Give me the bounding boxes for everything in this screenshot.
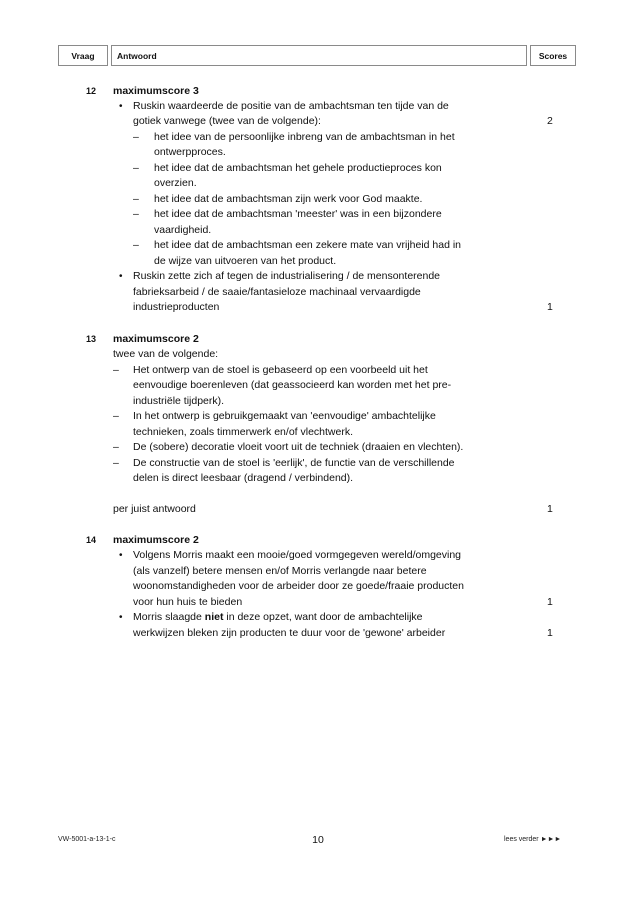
dash-icon: – bbox=[133, 208, 139, 220]
question-title: maximumscore 2 bbox=[113, 534, 199, 546]
question-number: 13 bbox=[86, 334, 97, 344]
dash-icon: – bbox=[113, 441, 119, 453]
dash-icon: – bbox=[113, 457, 119, 469]
question-title: maximumscore 2 bbox=[113, 333, 199, 345]
bullet-icon: • bbox=[119, 612, 123, 623]
answer-line: Ruskin zette zich af tegen de industrialisering / de mensonterende bbox=[133, 270, 441, 282]
answer-line: werkwijzen bleken zijn producten te duur voor de 'gewone' arbeider bbox=[133, 627, 446, 639]
score-value: 1 bbox=[547, 596, 553, 608]
sub-item-line: het idee dat de ambachtsman zijn werk voor God maakte. bbox=[154, 193, 423, 205]
answer-line: Volgens Morris maakt een mooie/goed vormgegeven wereld/omgeving bbox=[133, 549, 462, 561]
answer-line: (als vanzelf) betere mensen en/of Morris verlangde naar betere bbox=[133, 565, 427, 577]
header-vraag bbox=[58, 45, 108, 66]
question-number: 14 bbox=[86, 535, 97, 545]
answer-line bbox=[133, 610, 423, 626]
dash-icon: – bbox=[133, 239, 139, 251]
dash-icon: – bbox=[133, 131, 139, 143]
score-value: 1 bbox=[547, 301, 553, 313]
sub-item-line: het idee dat de ambachtsman 'meester' was in een bijzondere bbox=[154, 208, 442, 220]
answer-text: in deze opzet, want door de ambachtelijke bbox=[223, 611, 423, 623]
bullet-icon: • bbox=[119, 271, 123, 282]
dash-icon: – bbox=[113, 410, 119, 422]
sub-item-line: ontwerpproces. bbox=[154, 146, 226, 158]
sub-item-line: het idee dat de ambachtsman een zekere mate van vrijheid had in bbox=[154, 239, 462, 251]
page-number: 10 bbox=[312, 834, 324, 846]
question-title: maximumscore 3 bbox=[113, 85, 199, 97]
answer-line: eenvoudige boerenleven (dat geassocieerd kan worden met het pre- bbox=[133, 379, 452, 391]
emphasis-text: niet bbox=[204, 611, 224, 623]
score-value: 2 bbox=[547, 115, 553, 127]
score-value: 1 bbox=[547, 627, 553, 639]
lees-verder-link[interactable]: lees verder ►►► bbox=[504, 836, 562, 843]
sub-item-line: het idee van de persoonlijke inbreng van de ambachtsman in het bbox=[154, 131, 455, 143]
answer-line: technieken, zoals timmerwerk en/of vlechtwerk. bbox=[133, 426, 354, 438]
answer-line: woonomstandigheden voor de arbeider door ze goede/fraaie producten bbox=[133, 580, 464, 592]
answer-line: delen is direct leesbaar (dragend / verbindend). bbox=[133, 472, 354, 484]
answer-line: De constructie van de stoel is 'eerlijk', de functie van de verschillende bbox=[133, 457, 455, 469]
sub-item-line: vaardigheid. bbox=[154, 224, 212, 236]
answer-line: In het ontwerp is gebruikgemaakt van 'eenvoudige' ambachtelijke bbox=[133, 410, 436, 422]
answer-line: Ruskin waardeerde de positie van de ambachtsman ten tijde van de bbox=[133, 100, 449, 112]
answer-line: voor hun huis te bieden bbox=[133, 596, 243, 608]
dash-icon: – bbox=[133, 162, 139, 174]
question-number: 12 bbox=[86, 86, 97, 96]
answer-intro: twee van de volgende: bbox=[113, 348, 219, 360]
header-antwoord-label: Antwoord bbox=[117, 50, 157, 61]
answer-line: De (sobere) decoratie vloeit voort uit de techniek (draaien en vlechten). bbox=[133, 441, 464, 453]
sub-item-line: het idee dat de ambachtsman het gehele productieproces kon bbox=[154, 162, 442, 174]
answer-line: fabrieksarbeid / de saaie/fantasieloze machinaal vervaardigde bbox=[133, 286, 421, 298]
sub-item-line: de wijze van uitvoeren van het product. bbox=[154, 255, 337, 267]
sub-item-line: overzien. bbox=[154, 177, 197, 189]
header-scores-label: Scores bbox=[538, 50, 568, 61]
answer-line: Het ontwerp van de stoel is gebaseerd op een voorbeeld uit het bbox=[133, 364, 428, 376]
per-answer-label: per juist antwoord bbox=[113, 503, 196, 515]
bullet-icon: • bbox=[119, 550, 123, 561]
answer-line: gotiek vanwege (twee van de volgende): bbox=[133, 115, 321, 127]
footer-code: VW-5001-a-13-1-c bbox=[58, 836, 116, 843]
answer-line: industrieproducten bbox=[133, 301, 220, 313]
answer-line: industriële tijdperk). bbox=[133, 395, 225, 407]
header-scores bbox=[530, 45, 576, 66]
dash-icon: – bbox=[133, 193, 139, 205]
bullet-icon: • bbox=[119, 101, 123, 112]
header-vraag-label: Vraag bbox=[71, 50, 95, 61]
header-antwoord bbox=[111, 45, 527, 66]
score-value: 1 bbox=[547, 503, 553, 515]
answer-text: Morris slaagde bbox=[133, 611, 205, 623]
dash-icon: – bbox=[113, 364, 119, 376]
